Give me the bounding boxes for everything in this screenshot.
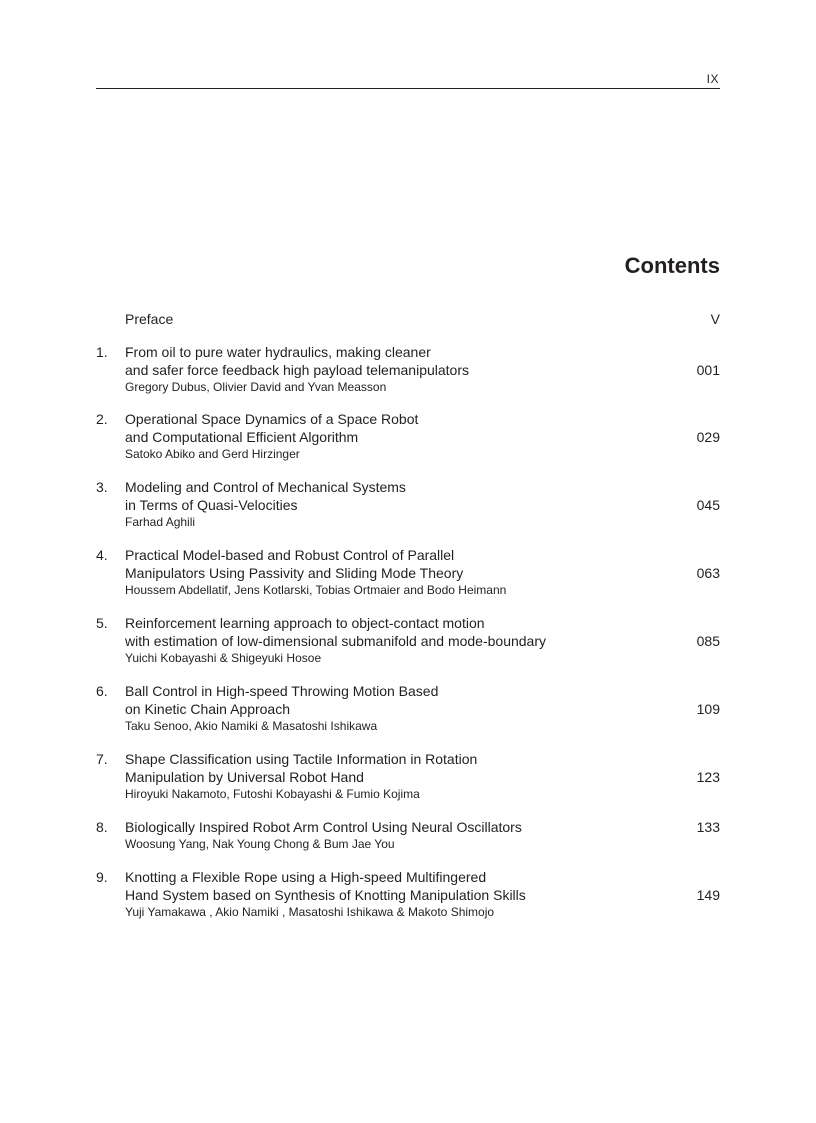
entry-body [125, 750, 665, 802]
entry-page: 133 [696, 819, 720, 835]
page-number: IX [706, 72, 719, 86]
entry-authors: Woosung Yang, Nak Young Chong & Bum Jae You [125, 837, 395, 851]
entry-title-line: in Terms of Quasi-Velocities [125, 497, 298, 513]
entry-title-line: Ball Control in High-speed Throwing Motion Based [125, 683, 439, 699]
preface-page: V [710, 311, 720, 327]
entry-title-line: Biologically Inspired Robot Arm Control Using Neural Oscillators [125, 819, 522, 835]
entry-page: 085 [696, 633, 720, 649]
entry-body [125, 818, 665, 852]
entry-number: 6. [96, 683, 108, 699]
entry-title-line: Reinforcement learning approach to object-contact motion [125, 615, 485, 631]
entry-title-line: Practical Model-based and Robust Control of Parallel [125, 547, 455, 563]
entry-number: 1. [96, 344, 108, 360]
entry-authors: Satoko Abiko and Gerd Hirzinger [125, 447, 300, 461]
entry-page: 123 [696, 769, 720, 785]
entry-number: 9. [96, 869, 108, 885]
entry-page: 063 [696, 565, 720, 581]
entry-authors: Houssem Abdellatif, Jens Kotlarski, Tobias Ortmaier and Bodo Heimann [125, 583, 507, 597]
entry-body [125, 682, 665, 734]
entry-page: 109 [696, 701, 720, 717]
entry-page: 001 [696, 362, 720, 378]
entry-title-line: Manipulation by Universal Robot Hand [125, 769, 364, 785]
entry-title-line: Knotting a Flexible Rope using a High-speed Multifingered [125, 869, 487, 885]
entry-title-line: Hand System based on Synthesis of Knotting Manipulation Skills [125, 887, 526, 903]
entry-title-line: with estimation of low-dimensional submanifold and mode-boundary [125, 633, 547, 649]
entry-title-line: From oil to pure water hydraulics, making cleaner [125, 344, 431, 360]
header-rule [96, 88, 720, 89]
entry-number: 8. [96, 819, 108, 835]
entry-title-line: and safer force feedback high payload telemanipulators [125, 362, 469, 378]
entry-authors: Yuji Yamakawa , Akio Namiki , Masatoshi Ishikawa & Makoto Shimojo [125, 905, 495, 919]
preface-entry [125, 311, 720, 327]
entry-authors: Hiroyuki Nakamoto, Futoshi Kobayashi & Fumio Kojima [125, 787, 420, 801]
entry-title-line: Modeling and Control of Mechanical Systems [125, 479, 406, 495]
entry-authors: Taku Senoo, Akio Namiki & Masatoshi Ishikawa [125, 719, 378, 733]
entry-authors: Farhad Aghili [125, 515, 196, 529]
entry-page: 149 [696, 887, 720, 903]
entry-number: 5. [96, 615, 108, 631]
entry-body [125, 478, 665, 530]
entry-title-line: Operational Space Dynamics of a Space Robot [125, 411, 419, 427]
entry-number: 4. [96, 547, 108, 563]
entry-authors: Yuichi Kobayashi & Shigeyuki Hosoe [125, 651, 322, 665]
entry-title-line: Shape Classification using Tactile Information in Rotation [125, 751, 478, 767]
entry-title-line: Manipulators Using Passivity and Sliding Mode Theory [125, 565, 464, 581]
entry-authors: Gregory Dubus, Olivier David and Yvan Measson [125, 380, 387, 394]
contents-title: Contents [624, 253, 720, 278]
entry-body [125, 868, 665, 920]
entry-body [125, 546, 665, 598]
entry-page: 045 [696, 497, 720, 513]
entry-page: 029 [696, 429, 720, 445]
entry-body [125, 343, 665, 395]
preface-label: Preface [125, 311, 174, 327]
entry-body [125, 614, 665, 666]
entry-title-line: on Kinetic Chain Approach [125, 701, 290, 717]
entry-number: 2. [96, 411, 108, 427]
entry-body [125, 410, 665, 462]
entry-title-line: and Computational Efficient Algorithm [125, 429, 359, 445]
entry-number: 7. [96, 751, 108, 767]
entry-number: 3. [96, 479, 108, 495]
